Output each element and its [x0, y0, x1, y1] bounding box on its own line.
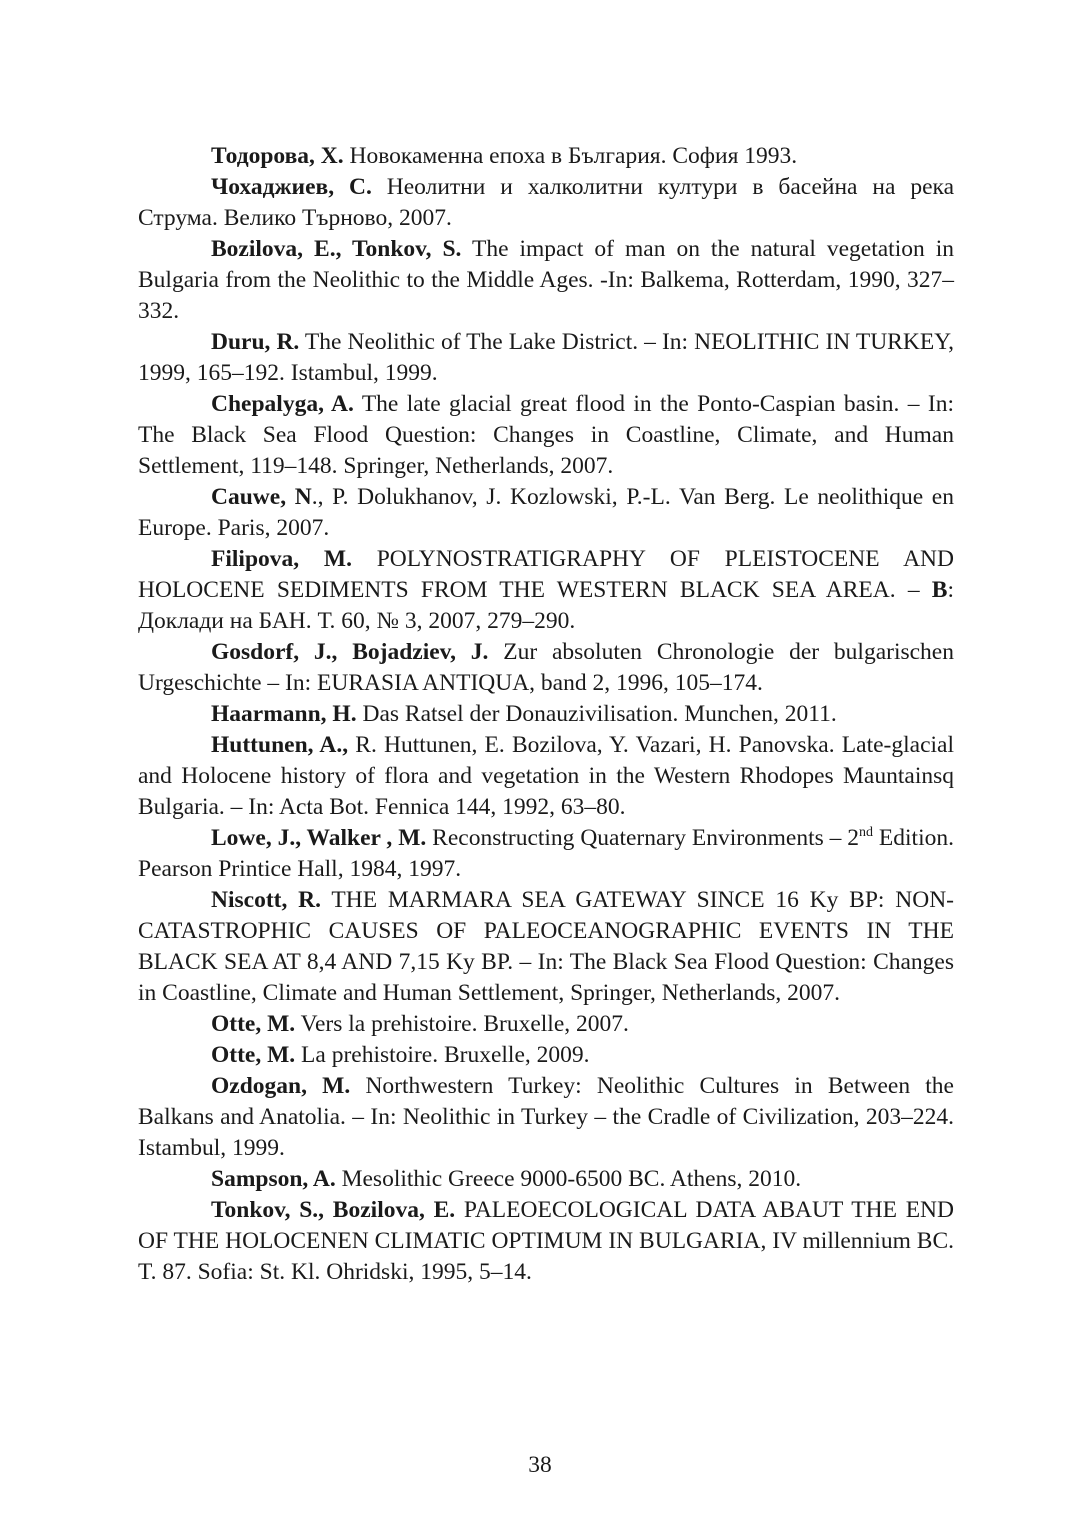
- reference-text: Vers la prehistoire. Bruxelle, 2007.: [295, 1011, 629, 1037]
- reference-entry: [138, 1071, 954, 1164]
- reference-text: THE MARMARA SEA GATEWAY SINCE 16 Ky BP: NON-CATASTROPHIC CAUSES OF PALEOCEANOGRAPHIC EVENTS IN THE BLACK SEA AT 8,4 AND 7,15 Ky BP. – In: The Black Sea Flood Question: Changes in Coastline, Climate and Human Settlement, Springer, Netherlands, 2007.: [138, 887, 954, 1006]
- reference-text: POLYNOSTRATIGRAPHY OF PLEISTOCENE AND HOLOCENE SEDIMENTS FROM THE WESTERN BLACK SEA AREA. –: [138, 546, 954, 603]
- reference-entry: [138, 823, 954, 885]
- reference-entry: [138, 699, 954, 730]
- reference-text-continued: Edition. Pearson Printice Hall, 1984, 1997.: [138, 825, 954, 882]
- reference-entry: [138, 234, 954, 327]
- reference-text: Неолитни и халколитни култури в басейна на река Струма. Велико Търново, 2007.: [138, 174, 954, 231]
- reference-text: R. Huttunen, E. Bozilova, Y. Vazari, H. Panovska. Late-glacial and Holocene history of flora and vegetation in the Western Rhodopes Mauntainsq Bulgaria. – In: Acta Bot. Fennica 144, 1992, 63–80.: [138, 732, 954, 820]
- reference-entry: [138, 327, 954, 389]
- reference-authors: Duru, R.: [211, 329, 300, 355]
- reference-authors: Ozdogan, M.: [211, 1073, 351, 1099]
- reference-text: Mesolithic Greece 9000-6500 BC. Athens, 2010.: [335, 1166, 802, 1192]
- reference-authors: Huttunen, A.,: [211, 732, 349, 758]
- reference-authors: Тодорова, Х.: [211, 143, 344, 169]
- reference-entry: [138, 637, 954, 699]
- reference-text: PALEOECOLOGICAL DATA ABAUT THE END OF THE HOLOCENEN CLIMATIC OPTIMUM IN BULGARIA, IV millennium BC. T. 87. Sofia: St. Kl. Ohridski, 1995, 5–14.: [138, 1197, 954, 1285]
- ordinal-superscript: nd: [859, 825, 874, 840]
- reference-authors: Bozilova, E., Tonkov, S.: [211, 236, 462, 262]
- reference-text: Northwestern Turkey: Neolithic Cultures in Between the Balkans and Anatolia. – In: Neolithic in Turkey – the Cradle of Civilization, 203–224. Istambul, 1999.: [138, 1073, 954, 1161]
- reference-authors: Otte, M.: [211, 1011, 296, 1037]
- reference-entry: [138, 1164, 954, 1195]
- reference-entry: [138, 1195, 954, 1288]
- reference-text: Reconstructing Quaternary Environments – 2: [426, 825, 860, 851]
- reference-entry: [138, 389, 954, 482]
- reference-text: ., P. Dolukhanov, J. Kozlowski, P.-L. Van Berg. Le neolithique en Europe. Paris, 2007.: [138, 484, 954, 541]
- reference-authors: Lowe, J., Walker , M.: [211, 825, 427, 851]
- reference-authors: Niscott, R.: [211, 887, 321, 913]
- reference-text: The impact of man on the natural vegetation in Bulgaria from the Neolithic to the Middle Ages. -In: Balkema, Rotterdam, 1990, 327–332.: [138, 236, 954, 324]
- reference-authors: Chepalyga, A.: [211, 391, 354, 417]
- reference-entry: [138, 1040, 954, 1071]
- reference-text: The Neolithic of The Lake District. – In: NEOLITHIC IN TURKEY, 1999, 165–192. Istambul, 1999.: [138, 329, 955, 386]
- reference-authors: Tonkov, S., Bozilova, E.: [211, 1197, 456, 1223]
- reference-text: The late glacial great flood in the Ponto-Caspian basin. – In: The Black Sea Flood Question: Changes in Coastline, Climate, and Human Settlement, 119–148. Springer, Netherlands, 2007.: [138, 391, 954, 479]
- reference-authors: Sampson, A.: [211, 1166, 336, 1192]
- reference-entry: [138, 482, 954, 544]
- reference-authors: Filipova, M.: [211, 546, 352, 572]
- reference-emphasis: B: [931, 577, 948, 603]
- reference-entry: [138, 730, 954, 823]
- reference-authors: Otte, M.: [211, 1042, 296, 1068]
- reference-text-continued: : Доклади на БАН. Т. 60, № 3, 2007, 279–290.: [138, 577, 954, 634]
- reference-authors: Haarmann, H.: [211, 701, 357, 727]
- reference-text: Das Ratsel der Donauzivilisation. Munchen, 2011.: [356, 701, 837, 727]
- page-number: 38: [528, 1452, 552, 1478]
- reference-entry: [138, 141, 954, 172]
- reference-entry: [138, 885, 954, 1009]
- reference-text: Zur absoluten Chronologie der bulgarischen Urgeschichte – In: EURASIA ANTIQUA, band 2, 1996, 105–174.: [138, 639, 954, 696]
- reference-authors: Чохаджиев, С.: [211, 174, 372, 200]
- reference-entry: [138, 1009, 954, 1040]
- reference-text: La prehistoire. Bruxelle, 2009.: [295, 1042, 590, 1068]
- reference-text: Новокаменна епоха в България. София 1993.: [343, 143, 798, 169]
- reference-list: [138, 141, 954, 1288]
- reference-authors: Cauwe, N: [211, 484, 312, 510]
- reference-entry: [138, 172, 954, 234]
- reference-authors: Gosdorf, J., Bojadziev, J.: [211, 639, 489, 665]
- reference-entry: [138, 544, 954, 637]
